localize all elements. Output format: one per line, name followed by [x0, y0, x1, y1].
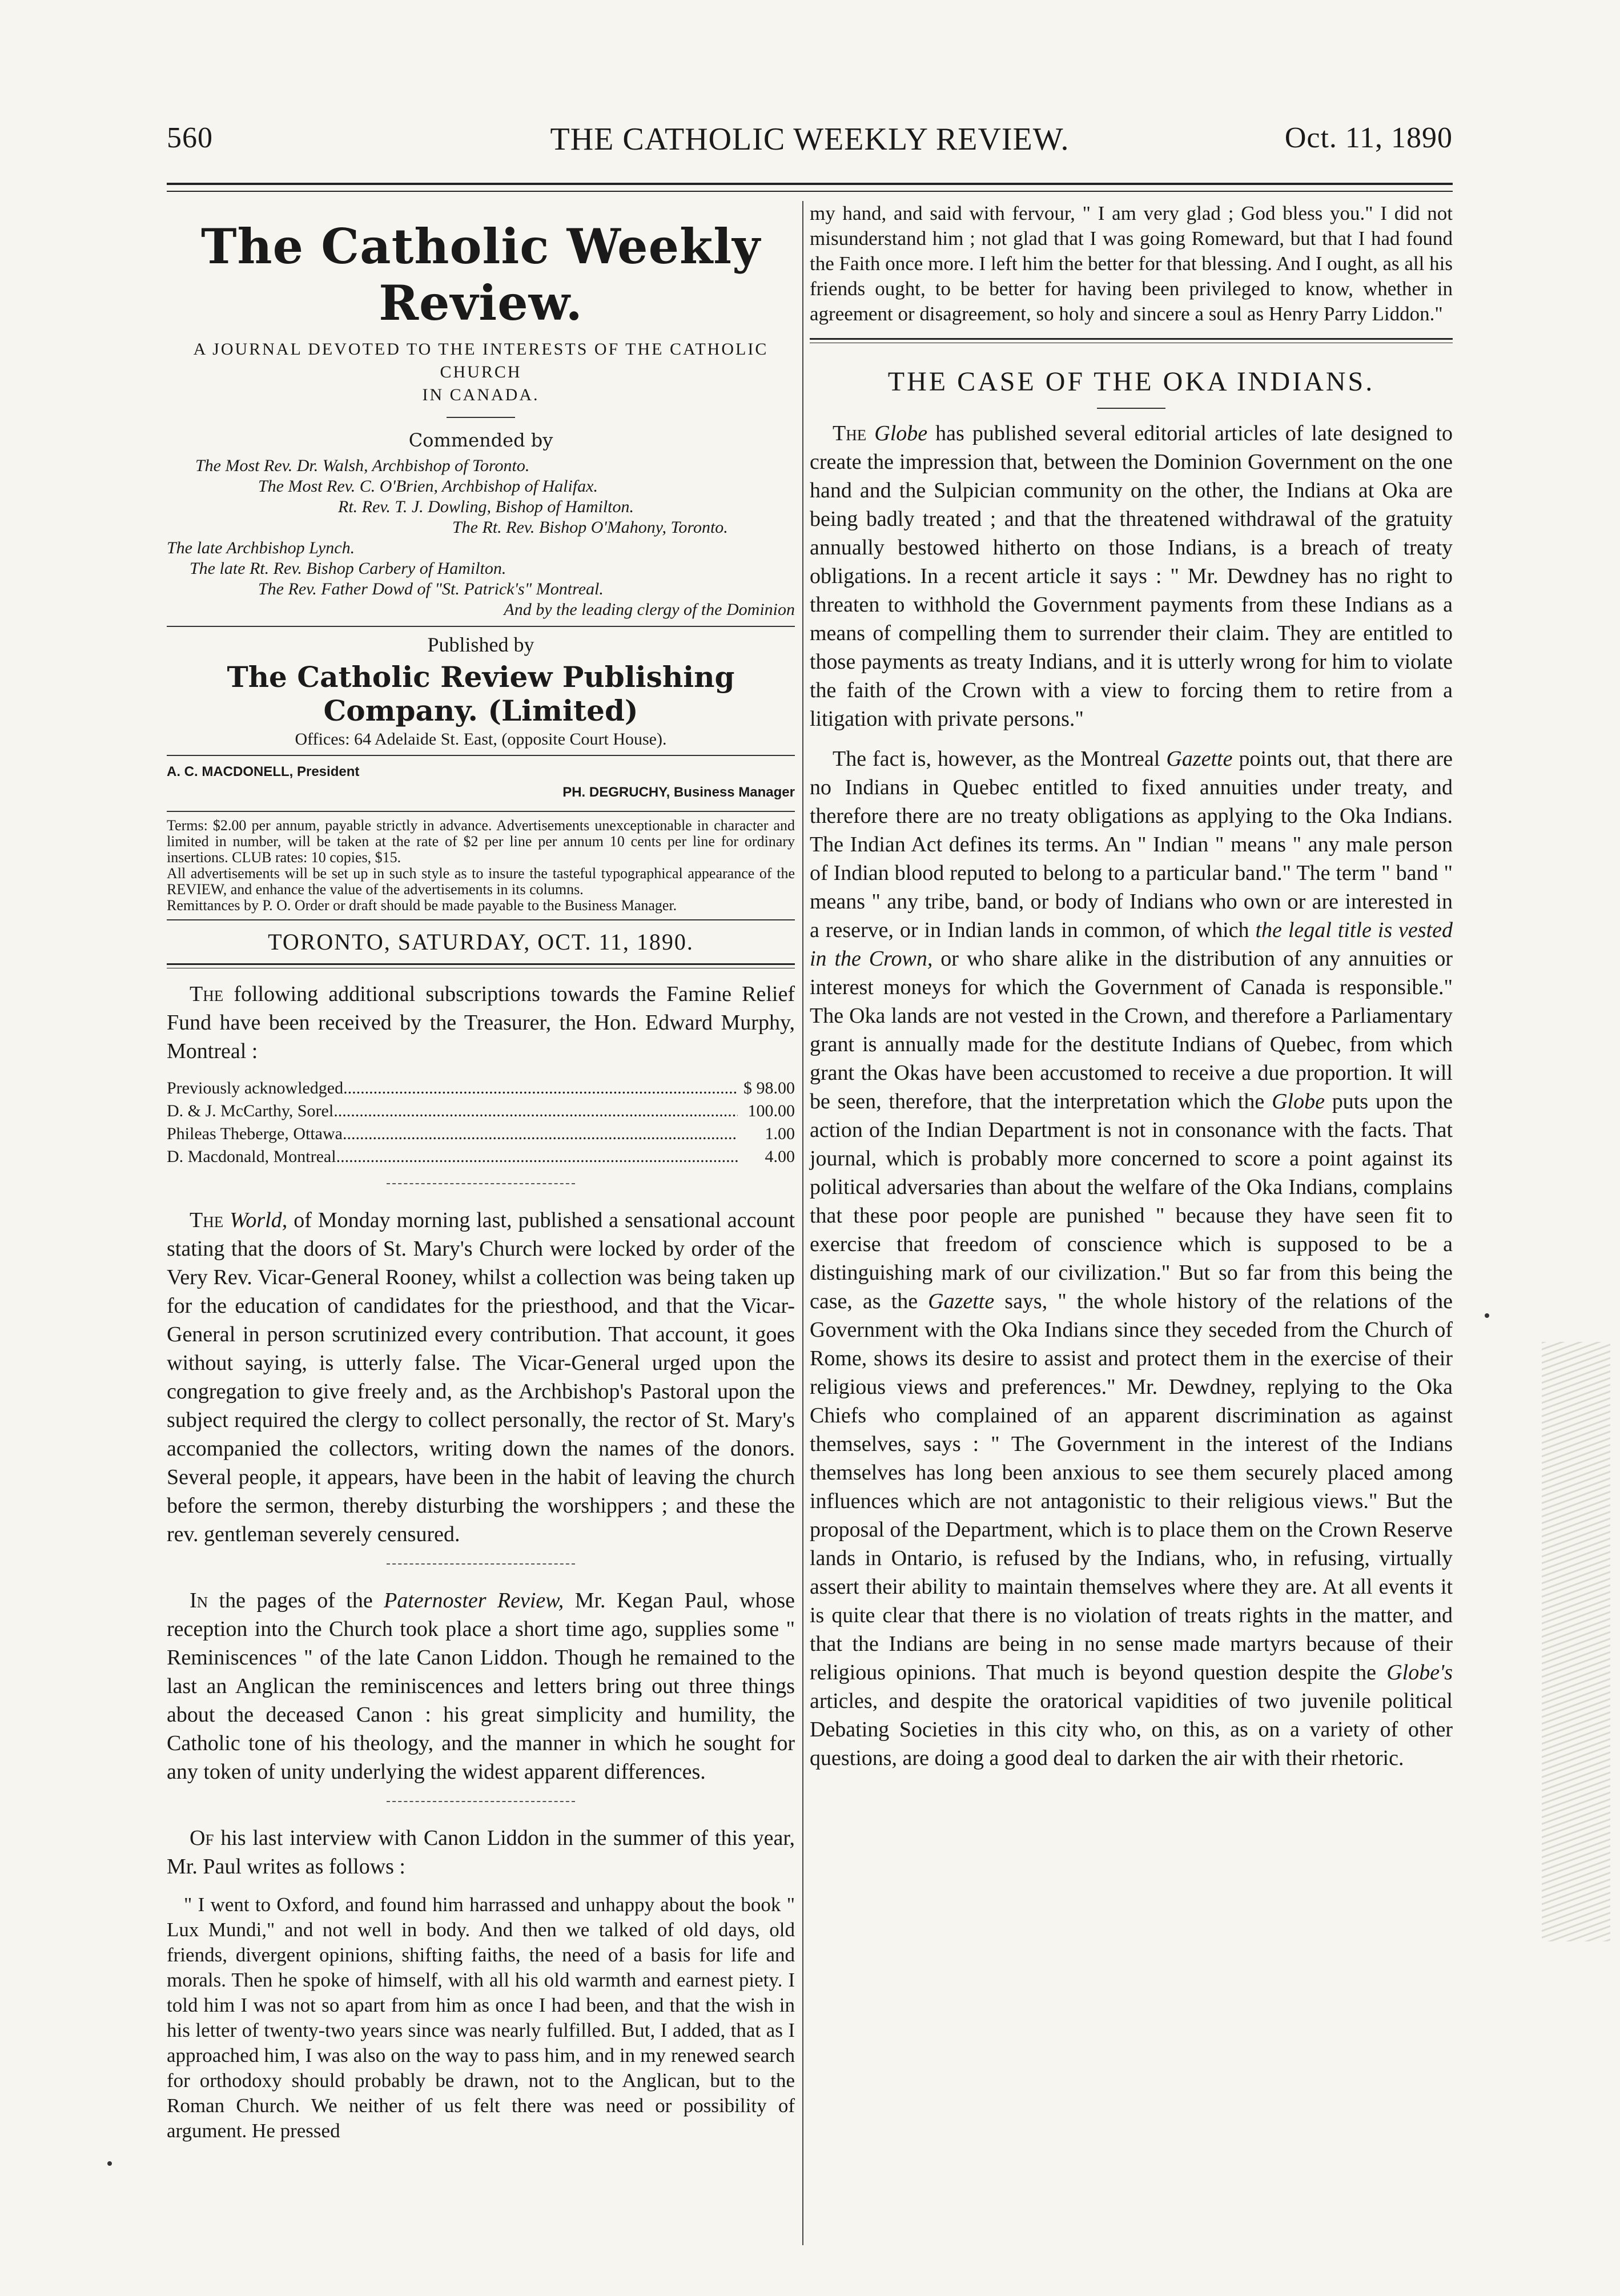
header-rule — [167, 183, 1453, 192]
divider — [387, 1563, 575, 1566]
publisher-offices: Offices: 64 Adelaide St. East, (opposite Court House). — [295, 730, 667, 749]
list-item — [167, 1123, 795, 1145]
divider — [167, 811, 795, 812]
divider — [167, 919, 795, 920]
newspaper-name: Globe's — [1386, 1660, 1453, 1684]
subscriber-name: D. Macdonald, Montreal — [167, 1147, 336, 1166]
subscriber-name: Phileas Theberge, Ottawa — [167, 1124, 343, 1143]
liddon-article — [167, 1586, 795, 1786]
commender: Rt. Rev. T. J. Dowling, Bishop of Hamilton. — [338, 497, 634, 516]
commender: The Most Rev. C. O'Brien, Archbishop of Halifax. — [258, 477, 598, 496]
commended-by-label: Commended by — [408, 429, 553, 451]
newspaper-name: Globe — [874, 421, 928, 445]
commenders-list — [167, 456, 795, 620]
running-title: THE CATHOLIC WEEKLY REVIEW. — [550, 122, 1070, 157]
subscription-amount: $ 98.00 — [743, 1079, 795, 1097]
masthead-subtitle-line: A JOURNAL DEVOTED TO THE INTERESTS OF THE CATHOLIC CHURCH — [193, 340, 769, 381]
article-text: says, " the whole history of the relations of the Government with the Oka Indians since they seceded from the Church of Rome, shows its desire to assist and protect them in the exercise of their religious views and preferences." Mr. Dewdney, replying to the Oka Chiefs who complained of an apparent discrimination as against themselves, says : " The Government in the interest of the Indians themselves has long been anxious to see them securely placed among influences which are not antagonistic to their religious views." But the proposal of the Department, which is to place them on the Crown Reserve lands in Ontario, is refused by the Indians, who, in refusing, virtually assert their ability to maintain themselves where they are. At all events it is quite clear that there is no violation of treats rights in the matter, and that the Indians are being in no sense made martyrs because of their religious opinions. That much is beyond question despite the — [810, 1289, 1453, 1684]
newspaper-name: Gazette — [1166, 747, 1233, 771]
article-text: has published several editorial articles of late designed to create the impression that, between the Dominion Government on the one hand and the Sulpician community on the other, the Indians at Oka are being badly treated ; and that the threatened withdrawal of the gratuity annually bestowed hitherto on those Indians, is a breach of treaty obligations. In a recent article it says : " Mr. Dewdney has no right to threaten to withhold the Government payments from these Indians as a means of compelling them to surrender their claim. They are entitled to those payments as treaty Indians, and it is utterly wrong for him to violate the faith of the Crown with a view to forcing them to retire from a litigation with private persons." — [810, 421, 1453, 731]
commender: And by the leading clergy of the Dominion — [504, 600, 795, 619]
subscription-amount: 4.00 — [765, 1147, 795, 1166]
newspaper-name: World, — [230, 1208, 288, 1232]
terms-text: All advertisements will be set up in such style as to insure the tasteful typographical appearance of the REVIEW, and enhance the value of the advertisements in its columns. — [167, 865, 795, 898]
interview-article — [167, 1824, 795, 1881]
scan-speck — [107, 2161, 112, 2166]
divider — [387, 1183, 575, 1185]
article-text: of Monday morning last, published a sensational account stating that the doors of St. Mary's Church were locked by order of the Very Rev. Vicar-General Rooney, whilst a collection was being taken up for the education of candidates for the priesthood, and that the Vicar-General in person scrutinized every contribution. That account, it goes without saying, is utterly false. The Vicar-General urged upon the congregation to give freely and, as the Archbishop's Pastoral upon the subject required the clergy to collect personally, the rector of St. Mary's accompanied the collectors, writing down the names of the donors. Several people, it appears, have been in the habit of leaving the church before the sermon, thereby disturbing the worshippers ; and these the rev. gentleman severely censured. — [167, 1208, 795, 1546]
commender: The Rt. Rev. Bishop O'Mahony, Toronto. — [452, 518, 728, 537]
list-item — [167, 1100, 795, 1123]
subscription-list — [167, 1077, 795, 1168]
subscriber-name: Previously acknowledged — [167, 1079, 344, 1097]
subscriber-name: D. & J. McCarthy, Sorel — [167, 1101, 334, 1120]
article-text: puts upon the action of the Indian Department is not in consonance with the facts. That journal, which is probably more concerned to score a point against its political adversaries than about the welfare of the Oka Indians, complains that these poor people are punished " because they have seen fit to exercise that freedom of conscience which is supposed to be a distinguishing mark of our civilization." But so far from this being the case, as the — [810, 1089, 1453, 1313]
article-text: the pages of the — [219, 1589, 373, 1613]
column-divider — [802, 201, 803, 2245]
commender: The late Archbishop Lynch. — [167, 538, 355, 557]
article-text: or who share alike in the distribution of any annuities or interest moneys for which the Government of Canada is responsible." The Oka lands are not vested in the Crown, and therefore a Parliamentary grant is annually made for the destitute Indians of Quebec, from which grant the Okas have been accustomed to receive a due proportion. It will be seen, therefore, that the interpretation which the — [810, 947, 1453, 1113]
world-article — [167, 1206, 795, 1549]
article-text: articles, and despite the oratorical vapidities of two juvenile political Debating Societies in this city who, on this, as on a variety of other questions, are doing a good deal to darken the air with their rhetoric. — [810, 1689, 1453, 1770]
divider — [167, 626, 795, 627]
published-by-label: Published by — [427, 633, 534, 656]
divider — [810, 338, 1453, 343]
left-column — [167, 201, 795, 2155]
list-item — [167, 1077, 795, 1100]
article-paragraph — [810, 745, 1453, 1772]
dateline: TORONTO, SATURDAY, OCT. 11, 1890. — [268, 929, 694, 955]
masthead-title: The Catholic Weekly Review. — [201, 218, 761, 331]
page-number: 560 — [167, 122, 213, 154]
masthead-subtitle-line: IN CANADA. — [422, 385, 540, 404]
scan-speck — [1485, 1313, 1489, 1318]
subscription-amount: 1.00 — [765, 1124, 795, 1143]
subscription-amount: 100.00 — [747, 1101, 795, 1120]
newspaper-name: Globe — [1272, 1089, 1325, 1113]
article-text: his last interview with Canon Liddon in the summer of this year, Mr. Paul writes as follows : — [167, 1826, 795, 1879]
article-paragraph — [810, 419, 1453, 733]
lead-word: The — [190, 1208, 224, 1232]
running-head — [167, 121, 1453, 172]
commender: The late Rt. Rev. Bishop Carbery of Hamilton. — [190, 559, 506, 578]
quotation-continued — [810, 201, 1453, 327]
article-text: following additional subscriptions towards the Famine Relief Fund have been received by the Treasurer, the Hon. Edward Murphy, Montreal : — [167, 982, 795, 1063]
masthead — [167, 218, 795, 955]
business-manager: PH. DEGRUCHY, Business Manager — [562, 785, 795, 800]
article-headline: THE CASE OF THE OKA INDIANS. — [887, 367, 1375, 397]
lead-word: In — [190, 1589, 208, 1613]
article-text: Mr. Kegan Paul, whose reception into the Church took place a short time ago, supplies some " Reminiscences " of the late Canon Liddon. Though he remained to the last an Anglican the reminiscences and letters bring out three things about the deceased Canon : his great simplicity and humility, the Catholic tone of his theology, and the manner in which he sought for any token of unity underlying the widest apparent differences. — [167, 1589, 795, 1784]
lead-word: The — [190, 982, 224, 1006]
list-item — [167, 1145, 795, 1168]
masthead-subtitle — [167, 338, 795, 407]
emphasis-text: the legal title is vested in the Crown, — [810, 918, 1453, 971]
terms-text: Terms: $2.00 per annum, payable strictly in advance. Advertisements unexceptionable in character and limited in number, will be taken at the rate of $2 per line per annum 10 cents per line for ordinary insertions. CLUB rates: 10 copies, $15. — [167, 817, 795, 866]
quotation-text: " I went to Oxford, and found him harrassed and unhappy about the book " Lux Mundi," and not well in body. And then we talked of old days, old friends, divergent opinions, shifting faiths, the need of a basis for life and morals. Then he spoke of himself, with all his old warmth and earnest piety. I told him I was not so apart from him as once I had been, and that the wish in his letter of twenty-two years since was nearly fulfilled. But, I added, that as I approached him, I was also on the way to pass him, and in my renewed search for orthodoxy should probably be drawn, not to the Anglican, but to the Roman Church. We neither of us felt there was need or possibility of argument. He pressed — [167, 1893, 795, 2142]
president: A. C. MACDONELL, President — [167, 764, 360, 779]
divider — [447, 417, 515, 418]
oka-article — [810, 419, 1453, 1772]
article-text: points out, that there are no Indians in Quebec entitled to fixed annuities under treaty, and therefore there are no treaty obligations as applying to the Oka Indians. The Indian Act defines its terms. An " Indian " means " any male person of Indian blood reputed to belong to a particular band." The term " band " means " any tribe, band, or body of Indians who own or are interested in a reserve, or in Indian lands in common, of which — [810, 747, 1453, 942]
terms-text: Remittances by P. O. Order or draft should be made payable to the Business Manager. — [167, 897, 677, 914]
divider — [1097, 408, 1165, 409]
officers — [167, 762, 795, 805]
running-date: Oct. 11, 1890 — [1284, 122, 1453, 154]
divider — [167, 755, 795, 756]
article-text: The fact is, however, as the Montreal — [833, 747, 1160, 771]
divider — [387, 1801, 575, 1803]
commender: The Most Rev. Dr. Walsh, Archbishop of Toronto. — [195, 456, 530, 475]
lead-word: The — [833, 421, 867, 445]
lead-word: Of — [190, 1826, 214, 1850]
publisher-name: The Catholic Review Publishing Company. (Limited) — [227, 660, 735, 727]
newspaper-name: Gazette — [928, 1289, 995, 1313]
quotation-text: my hand, and said with fervour, " I am very glad ; God bless you." I did not misunderstand him ; not glad that I was going Romeward, but that I had found the Faith once more. I left him the better for that blessing. And I ought, as all his friends ought, to be better for having been privileged to know, whether in agreement or disagreement, so holy and sincere a soul as Henry Parry Liddon." — [810, 202, 1453, 325]
quotation — [167, 1892, 795, 2144]
terms-notice — [167, 818, 795, 914]
right-column — [810, 201, 1453, 1784]
famine-fund-article — [167, 980, 795, 2144]
commender: The Rev. Father Dowd of "St. Patrick's" Montreal. — [258, 580, 604, 598]
divider — [167, 963, 795, 968]
newspaper-name: Paternoster Review, — [384, 1589, 564, 1613]
scan-edge-artifact — [1542, 1342, 1610, 1941]
